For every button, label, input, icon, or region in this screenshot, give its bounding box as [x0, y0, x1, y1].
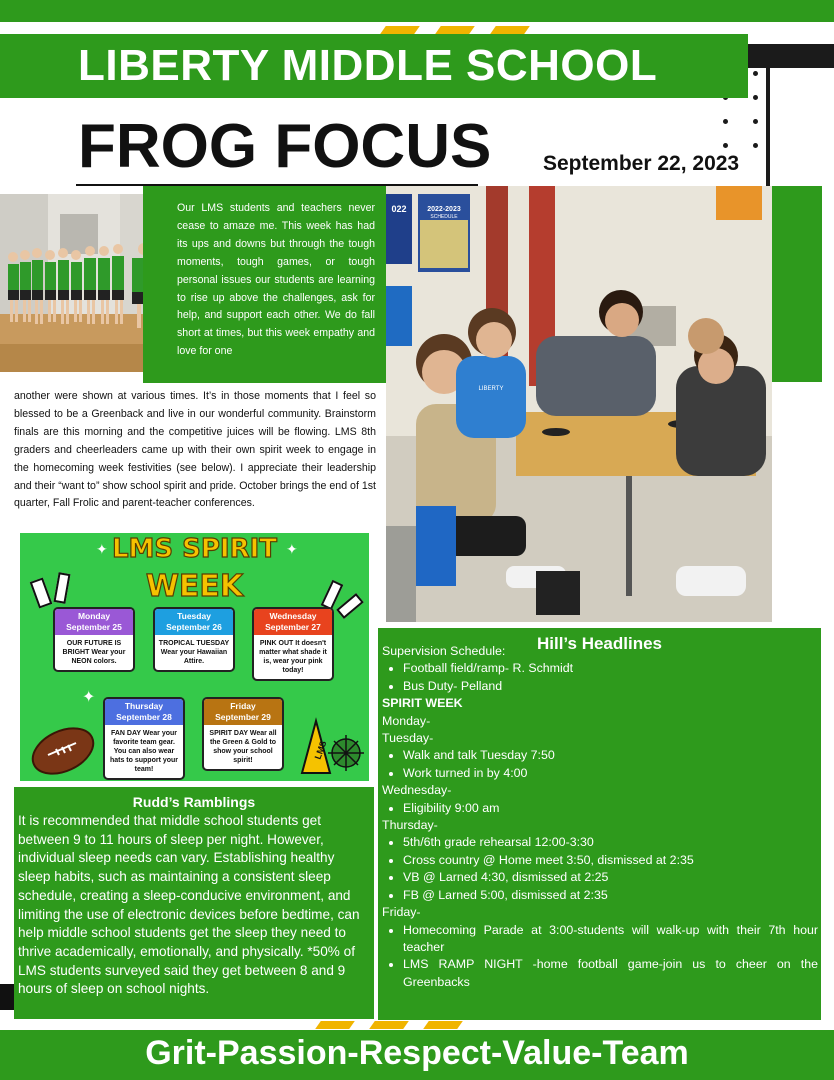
list-item: • Bus Duty- Pelland: [403, 678, 818, 695]
spirit-day-name: Tuesday: [177, 611, 211, 621]
wednesday-list: [382, 800, 818, 817]
spirit-day-theme: OUR FUTURE IS BRIGHT Wear your NEON colors.: [62, 640, 126, 665]
spirit-day-theme: TROPICAL TUESDAY Wear your Hawaiian Attire.: [158, 640, 230, 665]
list-item: • Walk and talk Tuesday 7:50: [403, 747, 818, 764]
day-label-friday: Friday-: [382, 905, 421, 920]
tuesday-list: [382, 747, 818, 782]
gold-stripe: [423, 1021, 463, 1029]
gold-stripe: [380, 26, 420, 34]
top-banner-bar: [0, 0, 834, 22]
spirit-day-card: [202, 697, 284, 771]
spirit-day-name: Thursday: [124, 701, 164, 711]
intro-paragraph-continued: another were shown at various times. It’s in those moments that I feel so blessed to be a Greenback and live in our wonderful community. Brainstorm finals are this morning and the competitive juices will be flowing. LMS 8th graders and cheerleaders came up with their own spirit week to engage in the homecoming week festivities (see below). I appreciate their leadership and their “want to” show school spirit and pride. October brings the end of 1st quarter, Fall Frolic and parent-teacher conferences.: [14, 390, 376, 510]
photo-frame-green: [770, 186, 822, 382]
spirit-day-card: [103, 697, 185, 780]
megaphone-icon: [296, 713, 366, 779]
spirit-day-header: [155, 609, 233, 635]
sparkle-icon: ✦: [82, 689, 96, 706]
megaphone-label: LMS: [312, 739, 329, 761]
day-label-thursday: Thursday-: [382, 818, 438, 833]
volleyball-team-photo: [0, 194, 166, 372]
spirit-day-date: September 26: [166, 622, 222, 632]
list-item: • Football field/ramp- R. Schmidt: [403, 660, 818, 677]
team-photo-illustration: [0, 194, 166, 372]
list-item: • LMS RAMP NIGHT -home football game-join us to cheer on the Greenbacks: [403, 956, 818, 991]
spirit-day-name: Monday: [77, 611, 111, 621]
spirit-day-date: September 29: [215, 712, 271, 722]
day-label-tuesday: Tuesday-: [382, 731, 434, 746]
footer-motto: Grit-Passion-Respect-Value-Team: [145, 1034, 689, 1072]
list-item: • Eligibility 9:00 am: [403, 800, 818, 817]
list-item: • Cross country @ Home meet 3:50, dismissed at 2:35: [403, 852, 818, 869]
day-label-wednesday: Wednesday-: [382, 783, 452, 798]
classroom-photo: [386, 186, 772, 622]
spirit-day-name: Wednesday: [269, 611, 317, 621]
spirit-day-theme: FAN DAY Wear your favorite team gear. You can also wear hats to support your team!: [109, 730, 179, 773]
intro-paragraph: Our LMS students and teachers never cease to amaze me. This week has had its ups and downs but through the tough moments, tough games, or tough personal issues our students are learning to rise up above the challenges, ask for help, and support each other. We do fall short at times, but this week empathy and love for one: [177, 202, 375, 358]
decor-dot: [753, 143, 758, 148]
rudds-ramblings-body: It is recommended that middle school students get between 9 to 11 hours of sleep per night. However, individual sleep needs can vary. Establishing healthy sleep habits, such as maintaining a consistent sleep schedule, creating a sleep-conducive environment, and limiting the use of electronic devices before bedtime, can help middle school students get the sleep they need to thrive academically, emotionally, and physically. *50% of LMS students surveyed said they get between 8 and 9 hours of sleep on school nights.: [18, 813, 360, 997]
supervision-label: Supervision Schedule:: [382, 644, 506, 658]
poster-left-text: 022: [391, 204, 407, 214]
shirt-text: LIBERTY: [478, 386, 504, 392]
day-label-monday: Monday-: [382, 713, 431, 728]
spirit-day-card: [153, 607, 235, 672]
spirit-day-header: [105, 699, 183, 725]
spirit-title-line1: LMS SPIRIT: [111, 534, 278, 564]
spirit-day-date: September 27: [265, 622, 321, 632]
list-item: • Work turned in by 4:00: [403, 765, 818, 782]
decor-dot: [753, 95, 758, 100]
spirit-title-line2: WEEK: [145, 569, 244, 604]
friday-list: [382, 922, 818, 992]
spirit-day-card: [252, 607, 334, 681]
spirit-day-date: September 28: [116, 712, 172, 722]
decor-dot: [723, 119, 728, 124]
sparkle-icon: ✦: [286, 541, 298, 557]
list-item: • FB @ Larned 5:00, dismissed at 2:35: [403, 887, 818, 904]
list-item: • Homecoming Parade at 3:00-students will walk-up with their 7th hour teacher: [403, 922, 818, 957]
spirit-day-header: [254, 609, 332, 635]
list-item: • VB @ Larned 4:30, dismissed at 2:25: [403, 869, 818, 886]
decor-dot: [723, 143, 728, 148]
poster-year: 2022-2023: [427, 206, 461, 213]
hills-headlines-title: Hill’s Headlines: [536, 634, 663, 653]
supervision-list: [382, 660, 818, 695]
gold-stripe: [315, 1021, 355, 1029]
newsletter-title: FROG FOCUS: [78, 112, 492, 181]
decor-black-block: [0, 984, 14, 1010]
frame-top-bar: [748, 44, 834, 68]
sparkle-icon: ✦: [96, 541, 108, 557]
spirit-day-theme: PINK OUT It doesn't matter what shade it is, wear your pink today!: [259, 640, 327, 674]
spirit-day-theme: SPIRIT DAY Wear all the Green & Gold to show your school spirit!: [209, 730, 277, 764]
classroom-illustration: [386, 186, 772, 622]
gold-stripe: [490, 26, 530, 34]
hills-headlines-body: [382, 643, 818, 991]
list-item: • 5th/6th grade rehearsal 12:00-3:30: [403, 834, 818, 851]
issue-date: September 22, 2023: [543, 152, 740, 175]
thursday-list: [382, 834, 818, 904]
school-name: LIBERTY MIDDLE SCHOOL: [78, 41, 658, 90]
gold-stripe: [435, 26, 475, 34]
spirit-week-label: SPIRIT WEEK: [382, 696, 463, 711]
decor-dot: [753, 71, 758, 76]
football-icon: [28, 725, 98, 777]
spirit-day-date: September 25: [66, 622, 122, 632]
spirit-week-flyer: [20, 533, 369, 781]
rudds-ramblings-title: Rudd’s Ramblings: [132, 794, 256, 810]
spirit-day-header: [55, 609, 133, 635]
decor-dot: [753, 119, 758, 124]
spirit-day-header: [204, 699, 282, 725]
spirit-day-card: [53, 607, 135, 672]
spirit-day-name: Friday: [230, 701, 256, 711]
poster-subtitle: SCHEDULE: [430, 214, 458, 220]
gold-stripe: [369, 1021, 409, 1029]
